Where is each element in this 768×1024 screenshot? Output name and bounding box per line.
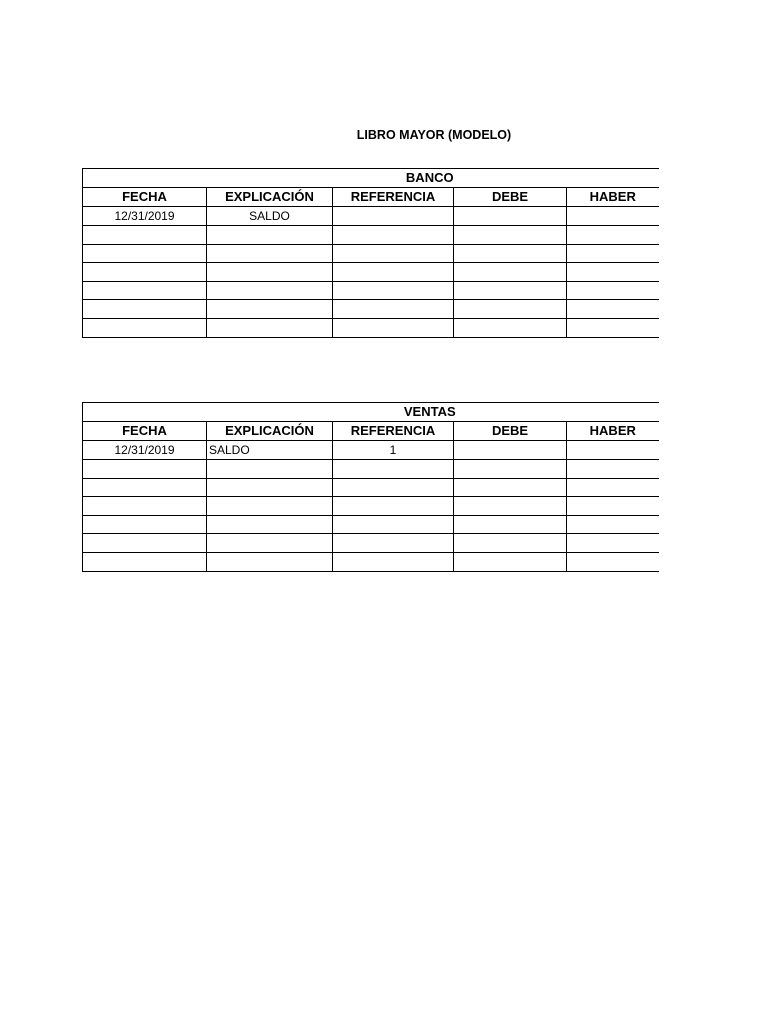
cell-fecha xyxy=(83,478,207,497)
cell-referencia xyxy=(333,478,454,497)
cell-explicacion xyxy=(207,534,333,553)
cell-haber xyxy=(567,478,659,497)
cell-debe xyxy=(454,478,567,497)
cell-explicacion xyxy=(207,318,333,337)
column-header-haber: HABER xyxy=(567,188,659,207)
cell-explicacion xyxy=(207,497,333,516)
column-header-row xyxy=(83,188,659,207)
column-header-referencia: REFERENCIA xyxy=(333,422,454,441)
cell-explicacion xyxy=(207,515,333,534)
ledger-table-banco xyxy=(82,168,659,338)
table-row xyxy=(83,263,659,282)
column-header-explicacion: EXPLICACIÓN xyxy=(207,188,333,207)
cell-explicacion xyxy=(207,226,333,245)
cell-haber xyxy=(567,497,659,516)
cell-debe xyxy=(454,226,567,245)
table-row xyxy=(83,318,659,337)
cell-debe xyxy=(454,497,567,516)
cell-referencia: 1 xyxy=(333,441,454,460)
cell-haber xyxy=(567,318,659,337)
cell-haber xyxy=(567,534,659,553)
column-header-debe: DEBE xyxy=(454,422,567,441)
cell-haber xyxy=(567,263,659,282)
cell-referencia xyxy=(333,552,454,571)
column-header-debe: DEBE xyxy=(454,188,567,207)
cell-fecha xyxy=(83,552,207,571)
cell-haber xyxy=(567,552,659,571)
cell-explicacion xyxy=(207,460,333,479)
cell-haber xyxy=(567,300,659,319)
table-row xyxy=(83,460,659,479)
cell-referencia xyxy=(333,226,454,245)
cell-fecha xyxy=(83,263,207,282)
cell-debe xyxy=(454,263,567,282)
page-title: LIBRO MAYOR (MODELO) xyxy=(356,128,512,142)
cell-fecha: 12/31/2019 xyxy=(83,207,207,226)
cell-debe xyxy=(454,300,567,319)
cell-referencia xyxy=(333,515,454,534)
cell-fecha xyxy=(83,244,207,263)
cell-debe xyxy=(454,515,567,534)
table-row xyxy=(83,497,659,516)
column-header-fecha: FECHA xyxy=(83,422,207,441)
account-row xyxy=(83,169,659,188)
account-name: VENTAS xyxy=(83,403,659,422)
table-row xyxy=(83,244,659,263)
cell-haber xyxy=(567,515,659,534)
ledger-table-ventas xyxy=(82,402,659,572)
cell-fecha: 12/31/2019 xyxy=(83,441,207,460)
cell-referencia xyxy=(333,497,454,516)
table-row xyxy=(83,552,659,571)
cell-haber xyxy=(567,207,659,226)
table-row xyxy=(83,441,659,460)
cell-fecha xyxy=(83,300,207,319)
cell-referencia xyxy=(333,300,454,319)
cell-haber xyxy=(567,226,659,245)
table-row xyxy=(83,478,659,497)
cell-debe xyxy=(454,552,567,571)
cell-fecha xyxy=(83,515,207,534)
cell-referencia xyxy=(333,318,454,337)
cell-referencia xyxy=(333,281,454,300)
cell-fecha xyxy=(83,226,207,245)
cell-debe xyxy=(454,281,567,300)
account-row xyxy=(83,403,659,422)
cell-haber xyxy=(567,244,659,263)
cell-fecha xyxy=(83,497,207,516)
column-header-referencia: REFERENCIA xyxy=(333,188,454,207)
cell-fecha xyxy=(83,281,207,300)
cell-explicacion xyxy=(207,552,333,571)
cell-referencia xyxy=(333,263,454,282)
cell-explicacion: SALDO xyxy=(207,207,333,226)
table-row xyxy=(83,226,659,245)
table-row xyxy=(83,534,659,553)
cell-debe xyxy=(454,534,567,553)
account-name: BANCO xyxy=(83,169,659,188)
cell-explicacion xyxy=(207,478,333,497)
table-row xyxy=(83,300,659,319)
cell-debe xyxy=(454,460,567,479)
cell-debe xyxy=(454,318,567,337)
cell-haber xyxy=(567,281,659,300)
table-row xyxy=(83,515,659,534)
column-header-fecha: FECHA xyxy=(83,188,207,207)
cell-debe xyxy=(454,207,567,226)
cell-fecha xyxy=(83,534,207,553)
cell-referencia xyxy=(333,244,454,263)
cell-haber xyxy=(567,441,659,460)
cell-explicacion xyxy=(207,281,333,300)
cell-fecha xyxy=(83,460,207,479)
cell-explicacion xyxy=(207,263,333,282)
cell-explicacion xyxy=(207,244,333,263)
cell-referencia xyxy=(333,207,454,226)
column-header-explicacion: EXPLICACIÓN xyxy=(207,422,333,441)
cell-explicacion: SALDO xyxy=(207,441,333,460)
cell-fecha xyxy=(83,318,207,337)
table-row xyxy=(83,281,659,300)
column-header-haber: HABER xyxy=(567,422,659,441)
cell-referencia xyxy=(333,460,454,479)
table-row xyxy=(83,207,659,226)
cell-referencia xyxy=(333,534,454,553)
cell-debe xyxy=(454,244,567,263)
cell-explicacion xyxy=(207,300,333,319)
cell-haber xyxy=(567,460,659,479)
cell-debe xyxy=(454,441,567,460)
column-header-row xyxy=(83,422,659,441)
